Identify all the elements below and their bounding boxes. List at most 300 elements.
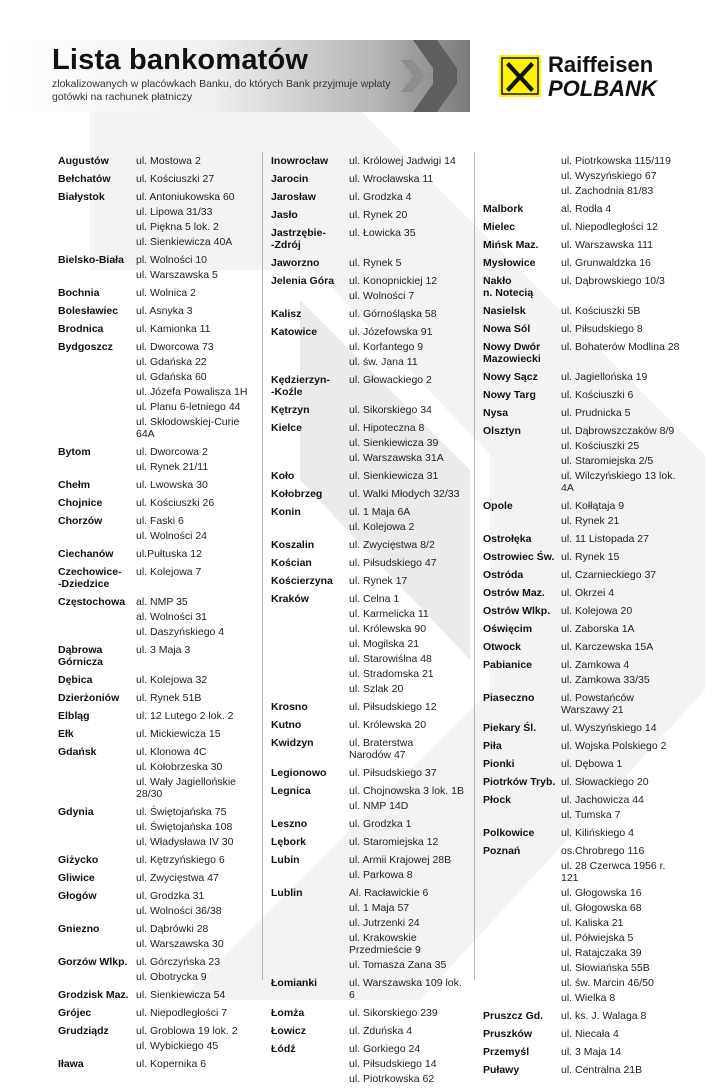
atm-entry xyxy=(58,530,258,542)
atm-address: ul. Staromiejska 12 xyxy=(349,836,439,848)
atm-entry xyxy=(483,1046,715,1058)
atm-address: ul. Dąbrowszczaków 8/9 xyxy=(561,425,675,437)
city-name: Dzierżoniów xyxy=(58,692,120,704)
atm-address: ul. Zwycięstwa 8/2 xyxy=(349,539,435,551)
atm-entry xyxy=(58,341,258,353)
atm-address: ul. 11 Listopada 27 xyxy=(561,533,649,545)
atm-list-column-2 xyxy=(271,155,469,1088)
atm-address: ul. Mostowa 2 xyxy=(136,155,201,167)
city-name: Łomianki xyxy=(271,977,318,989)
city-name: Białystok xyxy=(58,191,105,203)
atm-address: ul. Królowej Jadwigi 14 xyxy=(349,155,456,167)
atm-entry xyxy=(483,992,715,1004)
city-name: Inowrocław xyxy=(271,155,329,167)
atm-address: al. Rodła 4 xyxy=(561,203,612,215)
city-name: Nowy Targ xyxy=(483,389,536,401)
atm-entry xyxy=(271,800,469,812)
atm-address: ul. Sienkiewicza 31 xyxy=(349,470,439,482)
city-name: Bydgoszcz xyxy=(58,341,113,353)
atm-entry xyxy=(58,596,258,608)
atm-address: ul. Piotrkowska 115/119 xyxy=(561,155,671,167)
page-title: Lista bankomatów xyxy=(52,44,309,76)
atm-address: ul. Skłodowskiej-Curie 64A xyxy=(136,416,240,440)
atm-address: ul. Kościuszki 5B xyxy=(561,305,641,317)
atm-entry xyxy=(58,566,258,590)
atm-entry xyxy=(483,170,715,182)
atm-address: ul. Dębowa 1 xyxy=(561,758,623,770)
atm-entry xyxy=(58,269,258,281)
atm-entry xyxy=(58,611,258,623)
atm-entry xyxy=(483,1064,715,1076)
atm-entry xyxy=(483,605,715,617)
atm-address: ul. Zachodnia 81/83 xyxy=(561,185,654,197)
atm-entry xyxy=(58,674,258,686)
atm-address: ul. 1 Maja 6A xyxy=(349,506,411,518)
atm-address: ul. Wolności 7 xyxy=(349,290,415,302)
atm-entry xyxy=(58,905,258,917)
atm-address: ul. Jutrzenki 24 xyxy=(349,917,420,929)
atm-entry xyxy=(483,569,715,581)
atm-address: ul. Krakowskie Przedmieście 9 xyxy=(349,932,421,956)
atm-address: ul. Hipoteczna 8 xyxy=(349,422,425,434)
atm-address: ul. Faski 6 xyxy=(136,515,184,527)
atm-address: ul. Świętojańska 75 xyxy=(136,806,227,818)
city-name: Opole xyxy=(483,500,513,512)
atm-entry xyxy=(271,437,469,449)
atm-entry xyxy=(58,206,258,218)
atm-address: ul. Gorkiego 24 xyxy=(349,1043,421,1055)
atm-entry xyxy=(58,173,258,185)
atm-entry xyxy=(483,659,715,671)
atm-entry xyxy=(271,521,469,533)
city-name: Lublin xyxy=(271,887,303,899)
atm-address: ul. Kościuszki 27 xyxy=(136,173,215,185)
atm-entry xyxy=(271,1043,469,1055)
atm-address: ul. Grodzka 31 xyxy=(136,890,205,902)
atm-address: ul. Piłsudskiego 14 xyxy=(349,1058,437,1070)
atm-address: ul. Rynek 21/11 xyxy=(136,461,209,473)
atm-entry xyxy=(58,890,258,902)
city-name: Lębork xyxy=(271,836,307,848)
atm-address: ul. Zaborska 1A xyxy=(561,623,635,635)
city-name: Nowy Dwór Mazowiecki xyxy=(483,341,541,365)
atm-address: ul. Warszawska 109 lok. 6 xyxy=(349,977,462,1001)
atm-entry xyxy=(483,257,715,269)
atm-address: ul. Braterstwa Narodów 47 xyxy=(349,737,414,761)
atm-entry xyxy=(58,710,258,722)
city-name: Piotrków Tryb. xyxy=(483,776,556,788)
atm-entry xyxy=(271,173,469,185)
atm-entry xyxy=(483,917,715,929)
atm-address: ul. Górnośląska 58 xyxy=(349,308,437,320)
atm-entry xyxy=(58,1040,258,1052)
atm-address: ul. Rynek 17 xyxy=(349,575,408,587)
city-name: Częstochowa xyxy=(58,596,126,608)
atm-address: ul. Władysława IV 30 xyxy=(136,836,234,848)
atm-entry xyxy=(271,275,469,287)
atm-address: ul. Warszawska 111 xyxy=(561,239,654,251)
atm-entry xyxy=(483,239,715,251)
atm-entry xyxy=(483,275,715,299)
atm-entry xyxy=(58,1007,258,1019)
atm-address: pl. Wolności 10 xyxy=(136,254,208,266)
atm-address: ul. Sienkiewicza 39 xyxy=(349,437,439,449)
atm-address: ul. Sienkiewicza 40A xyxy=(136,236,233,248)
atm-entry xyxy=(58,923,258,935)
atm-entry xyxy=(271,539,469,551)
atm-address: ul. Konopnickiej 12 xyxy=(349,275,438,287)
atm-address: ul. Piłsudskiego 8 xyxy=(561,323,643,335)
city-name: Nasielsk xyxy=(483,305,526,317)
atm-entry xyxy=(483,425,715,437)
atm-entry xyxy=(483,1028,715,1040)
atm-address: al. NMP 35 xyxy=(136,596,188,608)
atm-entry xyxy=(271,191,469,203)
city-name: Leszno xyxy=(271,818,308,830)
atm-address: os.Chrobrego 116 xyxy=(561,845,645,857)
city-name: Nowa Sól xyxy=(483,323,531,335)
city-name: Koło xyxy=(271,470,295,482)
city-name: Głogów xyxy=(58,890,97,902)
atm-entry xyxy=(271,257,469,269)
atm-address: ul. Staromiejska 2/5 xyxy=(561,455,654,467)
atm-address: ul. Lipowa 31/33 xyxy=(136,206,213,218)
atm-address: ul. Półwiejska 5 xyxy=(561,932,634,944)
atm-entry xyxy=(58,287,258,299)
atm-entry xyxy=(271,818,469,830)
city-name: Bochnia xyxy=(58,287,100,299)
atm-address: ul. Wybickiego 45 xyxy=(136,1040,219,1052)
atm-address: ul. Centralna 21B xyxy=(561,1064,643,1076)
atm-entry xyxy=(483,407,715,419)
atm-address: ul. Starowiślna 48 xyxy=(349,653,432,665)
atm-entry xyxy=(483,341,715,365)
atm-address: ul. Rynek 5 xyxy=(349,257,402,269)
atm-address: ul. Kolejowa 2 xyxy=(349,521,415,533)
city-name: Chojnice xyxy=(58,497,103,509)
city-name: Pruszków xyxy=(483,1028,533,1040)
atm-entry xyxy=(58,479,258,491)
atm-entry xyxy=(271,737,469,761)
atm-entry xyxy=(271,506,469,518)
atm-entry xyxy=(58,989,258,1001)
atm-entry xyxy=(58,386,258,398)
atm-address: ul. Rynek 51B xyxy=(136,692,202,704)
atm-entry xyxy=(58,626,258,638)
atm-address: ul. Dąbrowskiego 10/3 xyxy=(561,275,665,287)
atm-list-column-1 xyxy=(58,155,258,1073)
city-name: Ełk xyxy=(58,728,74,740)
city-name: Kętrzyn xyxy=(271,404,310,416)
atm-entry xyxy=(483,776,715,788)
atm-address: ul. Chojnowska 3 lok. 1B xyxy=(349,785,464,797)
atm-address: ul. Tumska 7 xyxy=(561,809,621,821)
atm-address: ul. Szlak 20 xyxy=(349,683,404,695)
atm-address: ul. Piłsudskiego 47 xyxy=(349,557,437,569)
atm-address: ul. Walki Młodych 32/33 xyxy=(349,488,460,500)
atm-address: ul. Wolności 36/38 xyxy=(136,905,222,917)
atm-entry xyxy=(271,488,469,500)
atm-address: ul. Zwycięstwa 47 xyxy=(136,872,219,884)
atm-entry xyxy=(483,758,715,770)
atm-address: ul. Parkowa 8 xyxy=(349,869,413,881)
atm-address: ul. Warszawska 5 xyxy=(136,269,218,281)
atm-address: ul. ks. J. Walaga 8 xyxy=(561,1010,647,1022)
city-name: Elbląg xyxy=(58,710,90,722)
city-name: Grudziądz xyxy=(58,1025,109,1037)
brand-name-line2: POLBANK xyxy=(548,76,657,101)
city-name: Chełm xyxy=(58,479,91,491)
city-name: Ostrów Wlkp. xyxy=(483,605,551,617)
city-name: Czechowice- -Dziedzice xyxy=(58,566,122,590)
atm-entry xyxy=(271,155,469,167)
city-name: Kędzierzyn- -Koźle xyxy=(271,374,330,398)
atm-address: ul. Planu 6-letniego 44 xyxy=(136,401,241,413)
atm-entry xyxy=(58,806,258,818)
city-name: Lubin xyxy=(271,854,300,866)
atm-address: ul. Mogilska 21 xyxy=(349,638,420,650)
atm-entry xyxy=(483,185,715,197)
atm-entry xyxy=(483,440,715,452)
atm-entry xyxy=(483,887,715,899)
atm-address: ul. Prudnicka 5 xyxy=(561,407,631,419)
atm-list-column-3 xyxy=(483,155,715,1079)
atm-entry xyxy=(271,227,469,251)
atm-entry xyxy=(483,674,715,686)
city-name: Bełchatów xyxy=(58,173,111,185)
atm-entry xyxy=(58,548,258,560)
brand-name-line1: Raiffeisen xyxy=(548,52,654,77)
atm-entry xyxy=(483,155,715,167)
atm-address: ul. Królewska 20 xyxy=(349,719,427,731)
city-name: Mielec xyxy=(483,221,516,233)
atm-entry xyxy=(271,608,469,620)
atm-entry xyxy=(271,854,469,866)
atm-address: ul. Tomasza Zana 35 xyxy=(349,959,447,971)
atm-address: ul. Lwowska 30 xyxy=(136,479,208,491)
atm-address: ul. Królewska 90 xyxy=(349,623,427,635)
atm-address: ul. Jachowicza 44 xyxy=(561,794,644,806)
atm-entry xyxy=(58,356,258,368)
city-name: Jaworzno xyxy=(271,257,320,269)
city-name: Dębica xyxy=(58,674,93,686)
atm-address: ul. Niepodległości 7 xyxy=(136,1007,228,1019)
atm-address: ul. Bohaterów Modlina 28 xyxy=(561,341,680,353)
atm-address: ul. Wyszyńskiego 14 xyxy=(561,722,657,734)
city-name: Mysłowice xyxy=(483,257,536,269)
atm-address: ul. Jagiellońska 19 xyxy=(561,371,648,383)
city-name: Nysa xyxy=(483,407,509,419)
atm-address: ul. 1 Maja 57 xyxy=(349,902,410,914)
atm-entry xyxy=(58,746,258,758)
atm-address: ul. św. Jana 11 xyxy=(349,356,418,368)
atm-entry xyxy=(58,515,258,527)
atm-address: ul. Sikorskiego 34 xyxy=(349,404,432,416)
atm-entry xyxy=(483,323,715,335)
atm-address: ul. Kamionka 11 xyxy=(136,323,211,335)
atm-address: ul. Klonowa 4C xyxy=(136,746,207,758)
atm-entry xyxy=(483,641,715,653)
atm-address: ul. Piłsudskiego 12 xyxy=(349,701,437,713)
city-name: Jarosław xyxy=(271,191,316,203)
atm-entry xyxy=(271,341,469,353)
atm-entry xyxy=(58,728,258,740)
city-name: Płock xyxy=(483,794,512,806)
city-name: Giżycko xyxy=(58,854,99,866)
city-name: Brodnica xyxy=(58,323,104,335)
city-name: Łomża xyxy=(271,1007,305,1019)
atm-entry xyxy=(271,785,469,797)
city-name: Jasło xyxy=(271,209,298,221)
atm-address: ul. Gdańska 22 xyxy=(136,356,207,368)
atm-entry xyxy=(483,902,715,914)
city-name: Gliwice xyxy=(58,872,95,884)
atm-entry xyxy=(58,236,258,248)
header-arrow-icon xyxy=(395,40,475,112)
atm-address: ul. Warszawska 30 xyxy=(136,938,224,950)
atm-address: ul. Okrzei 4 xyxy=(561,587,615,599)
atm-address: ul. Wolności 24 xyxy=(136,530,208,542)
city-name: Jastrzębie- -Zdrój xyxy=(271,227,326,251)
atm-entry xyxy=(58,323,258,335)
atm-entry xyxy=(58,191,258,203)
atm-entry xyxy=(483,740,715,752)
atm-entry xyxy=(271,638,469,650)
atm-entry xyxy=(271,836,469,848)
atm-entry xyxy=(483,500,715,512)
atm-address: ul. Słowackiego 20 xyxy=(561,776,649,788)
city-name: Przemyśl xyxy=(483,1046,530,1058)
atm-address: ul. Kopernika 6 xyxy=(136,1058,207,1070)
atm-entry xyxy=(58,836,258,848)
city-name: Malbork xyxy=(483,203,524,215)
atm-address: ul. Głowackiego 2 xyxy=(349,374,432,386)
atm-address: ul. Grunwaldzka 16 xyxy=(561,257,651,269)
atm-address: ul. Zamkowa 33/35 xyxy=(561,674,650,686)
atm-address: ul. Celna 1 xyxy=(349,593,400,605)
atm-entry xyxy=(58,254,258,266)
city-name: Legnica xyxy=(271,785,311,797)
atm-entry xyxy=(58,956,258,968)
atm-entry xyxy=(271,1007,469,1019)
city-name: Puławy xyxy=(483,1064,520,1076)
city-name: Kielce xyxy=(271,422,302,434)
atm-address: ul. Rynek 21 xyxy=(561,515,620,527)
atm-entry xyxy=(271,977,469,1001)
city-name: Katowice xyxy=(271,326,318,338)
atm-entry xyxy=(483,947,715,959)
city-name: Piła xyxy=(483,740,502,752)
atm-address: ul. Wrocławska 11 xyxy=(349,173,434,185)
atm-address: ul. Piłsudskiego 37 xyxy=(349,767,437,779)
atm-entry xyxy=(271,959,469,971)
city-name: Pruszcz Gd. xyxy=(483,1010,544,1022)
atm-entry xyxy=(483,722,715,734)
atm-address: ul. św. Marcin 46/50 xyxy=(561,977,654,989)
city-name: Oświęcim xyxy=(483,623,533,635)
city-name: Pionki xyxy=(483,758,515,770)
atm-address: ul. Wilczyńskiego 13 lok. 4A xyxy=(561,470,676,494)
atm-entry xyxy=(271,374,469,398)
city-name: Piekary Śl. xyxy=(483,722,537,734)
atm-entry xyxy=(58,1058,258,1070)
atm-address: ul. Czarnieckiego 37 xyxy=(561,569,657,581)
city-name: Gorzów Wlkp. xyxy=(58,956,128,968)
city-name: Bielsko-Biała xyxy=(58,254,124,266)
atm-entry xyxy=(58,854,258,866)
city-name: Gniezno xyxy=(58,923,100,935)
city-name: Dąbrowa Górnicza xyxy=(58,644,103,668)
atm-address: ul. 12 Lutego 2 lok. 2 xyxy=(136,710,234,722)
city-name: Pabianice xyxy=(483,659,533,671)
atm-entry xyxy=(271,356,469,368)
atm-address: ul. Rynek 15 xyxy=(561,551,620,563)
atm-entry xyxy=(271,1073,469,1085)
atm-entry xyxy=(271,902,469,914)
atm-address: ul. Karczewska 15A xyxy=(561,641,654,653)
atm-address: ul. Niepodległości 12 xyxy=(561,221,658,233)
atm-address: ul. Wojska Polskiego 2 xyxy=(561,740,667,752)
atm-address: ul. Obotrycka 9 xyxy=(136,971,207,983)
atm-entry xyxy=(483,515,715,527)
atm-address: ul. Wyszyńskiego 67 xyxy=(561,170,657,182)
city-name: Olsztyn xyxy=(483,425,521,437)
atm-address: ul. Warszawska 31A xyxy=(349,452,444,464)
atm-address: ul. Karmelicka 11 xyxy=(349,608,429,620)
city-name: Grójec xyxy=(58,1007,92,1019)
atm-address: ul. Kaliska 21 xyxy=(561,917,624,929)
atm-entry xyxy=(483,587,715,599)
atm-entry xyxy=(271,209,469,221)
atm-entry xyxy=(58,938,258,950)
city-name: Jelenia Góra xyxy=(271,275,335,287)
atm-entry xyxy=(483,470,715,494)
city-name: Poznań xyxy=(483,845,521,857)
city-name: Kraków xyxy=(271,593,309,605)
city-name: Bolesławiec xyxy=(58,305,119,317)
city-name: Mińsk Maz. xyxy=(483,239,539,251)
atm-address: ul. Kolejowa 20 xyxy=(561,605,633,617)
atm-entry xyxy=(483,977,715,989)
atm-entry xyxy=(271,932,469,956)
city-name: Kutno xyxy=(271,719,302,731)
atm-address: ul. Piękna 5 lok. 2 xyxy=(136,221,219,233)
atm-entry xyxy=(271,326,469,338)
atm-address: ul. Piotrkowska 62 xyxy=(349,1073,435,1085)
city-name: Ostrowiec Św. xyxy=(483,551,555,563)
atm-address: ul. Grodzka 4 xyxy=(349,191,412,203)
atm-entry xyxy=(271,422,469,434)
atm-address: ul. Wały Jagiellońskie 28/30 xyxy=(136,776,236,800)
atm-address: ul. Korfantego 9 xyxy=(349,341,424,353)
atm-address: ul. Głogowska 16 xyxy=(561,887,642,899)
city-name: Gdynia xyxy=(58,806,94,818)
city-name: Nakło n. Notecią xyxy=(483,275,534,299)
atm-entry xyxy=(271,653,469,665)
city-name: Jarocin xyxy=(271,173,309,185)
atm-address: ul. Niecała 4 xyxy=(561,1028,619,1040)
atm-address: ul. NMP 14D xyxy=(349,800,409,812)
atm-entry xyxy=(271,470,469,482)
atm-entry xyxy=(271,308,469,320)
atm-entry xyxy=(271,887,469,899)
atm-address: ul. Stradomska 21 xyxy=(349,668,434,680)
atm-address: ul. Kętrzyńskiego 6 xyxy=(136,854,225,866)
atm-entry xyxy=(483,860,715,884)
atm-entry xyxy=(483,371,715,383)
atm-entry xyxy=(271,719,469,731)
atm-entry xyxy=(483,962,715,974)
